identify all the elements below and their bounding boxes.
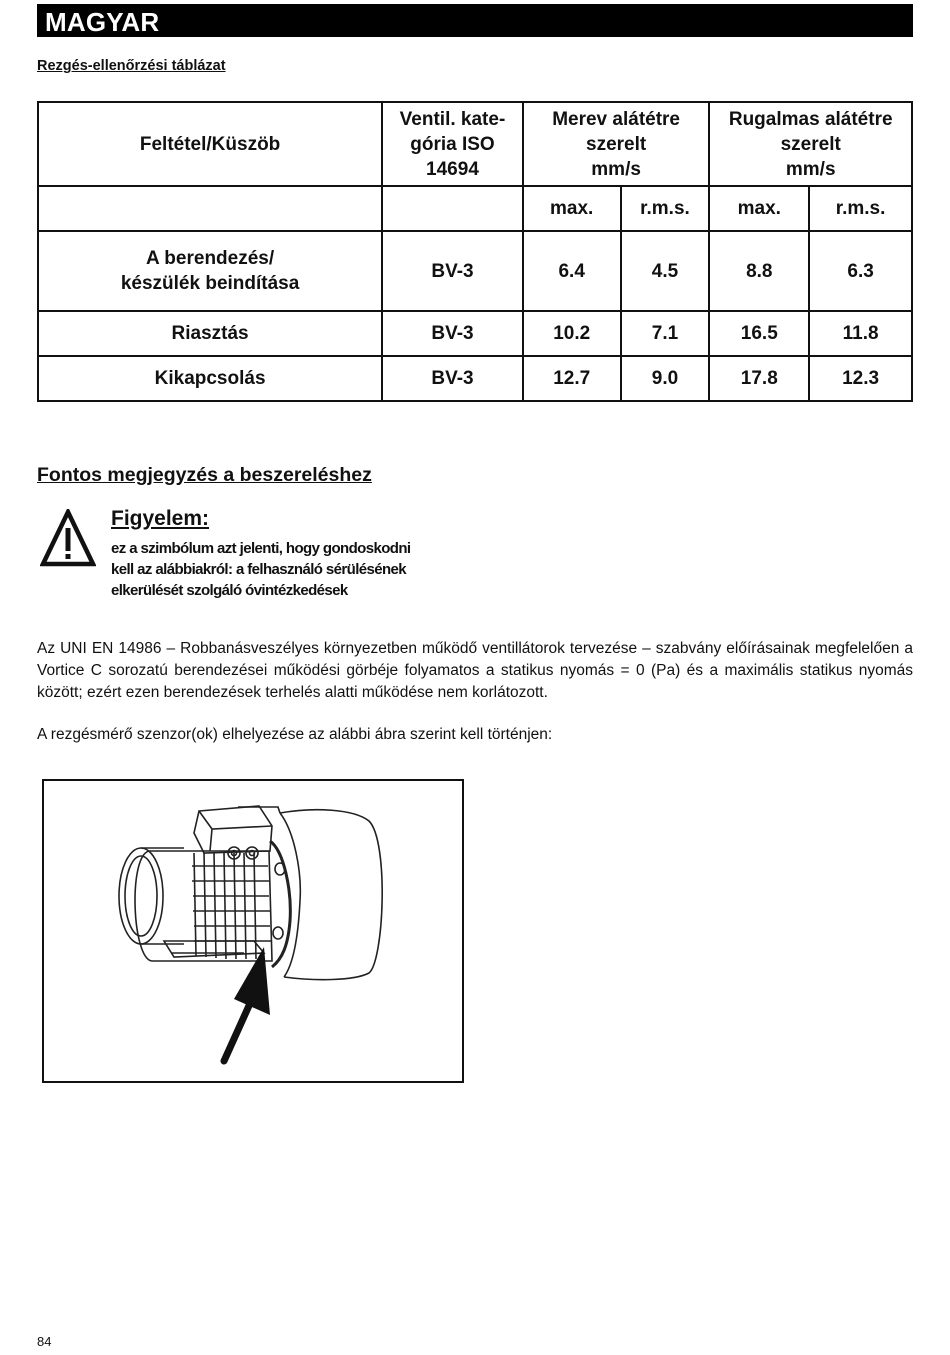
row-condition: Kikapcsolás xyxy=(38,356,382,401)
vibration-table xyxy=(37,101,913,402)
table-row xyxy=(38,311,912,356)
motor-fan-icon xyxy=(44,781,462,1081)
warning-text: ez a szimbólum azt jelenti, hogy gondoskodni kell az alábbiakról: a felhasználó sérülésének elkerülését szolgáló óvintézkedések xyxy=(111,540,411,599)
row-category: BV-3 xyxy=(382,311,523,356)
table-title: Rezgés-ellenőrzési táblázat xyxy=(37,58,226,74)
row-rigid-max: 12.7 xyxy=(523,356,621,401)
header-category: Ventil. kate- gória ISO 14694 xyxy=(382,102,523,186)
row-rigid-rms: 7.1 xyxy=(621,311,710,356)
row-rigid-rms: 9.0 xyxy=(621,356,710,401)
row-condition: A berendezés/ készülék beindítása xyxy=(38,231,382,311)
subheader-rms-flexible: r.m.s. xyxy=(809,186,912,231)
table-header-row xyxy=(38,102,912,186)
header-condition: Feltétel/Küszöb xyxy=(38,102,382,186)
table-subheader-row xyxy=(38,186,912,231)
language-label: MAGYAR xyxy=(45,7,160,37)
row-rigid-rms: 4.5 xyxy=(621,231,710,311)
sensor-paragraph: A rezgésmérő szenzor(ok) elhelyezése az alábbi ábra szerint kell történjen: xyxy=(37,726,553,743)
row-flex-rms: 12.3 xyxy=(809,356,912,401)
subheader-max-rigid: max. xyxy=(523,186,621,231)
table-row xyxy=(38,231,912,311)
warning-triangle-icon xyxy=(40,509,96,567)
row-condition: Riasztás xyxy=(38,311,382,356)
subheader-rms-rigid: r.m.s. xyxy=(621,186,710,231)
subheader-empty xyxy=(38,186,382,231)
subheader-empty xyxy=(382,186,523,231)
row-flex-max: 16.5 xyxy=(709,311,809,356)
row-flex-rms: 6.3 xyxy=(809,231,912,311)
row-flex-rms: 11.8 xyxy=(809,311,912,356)
row-rigid-max: 10.2 xyxy=(523,311,621,356)
sensor-placement-figure xyxy=(42,779,464,1083)
row-category: BV-3 xyxy=(382,356,523,401)
language-header-bar xyxy=(37,4,913,37)
header-flexible: Rugalmas alátétre szerelt mm/s xyxy=(709,102,912,186)
row-category: BV-3 xyxy=(382,231,523,311)
page-number: 84 xyxy=(37,1334,52,1349)
warning-title: Figyelem: xyxy=(111,507,210,530)
row-flex-max: 17.8 xyxy=(709,356,809,401)
table-row xyxy=(38,356,912,401)
row-rigid-max: 6.4 xyxy=(523,231,621,311)
row-flex-max: 8.8 xyxy=(709,231,809,311)
standard-paragraph: Az UNI EN 14986 – Robbanásveszélyes környezetben működő ventillátorok tervezése – szabvány előírásainak megfelelően a Vortice C sorozatú berendezései működési görbéje folyamatos a statikus nyomás = 0 (Pa) és a maximális statikus nyomás között; ezért ezen berendezések terhelés alatti működése nem korlátozott. xyxy=(37,640,913,701)
purchase-note-heading: Fontos megjegyzés a beszereléshez xyxy=(37,464,372,486)
header-rigid: Merev alátétre szerelt mm/s xyxy=(523,102,710,186)
subheader-max-flexible: max. xyxy=(709,186,809,231)
